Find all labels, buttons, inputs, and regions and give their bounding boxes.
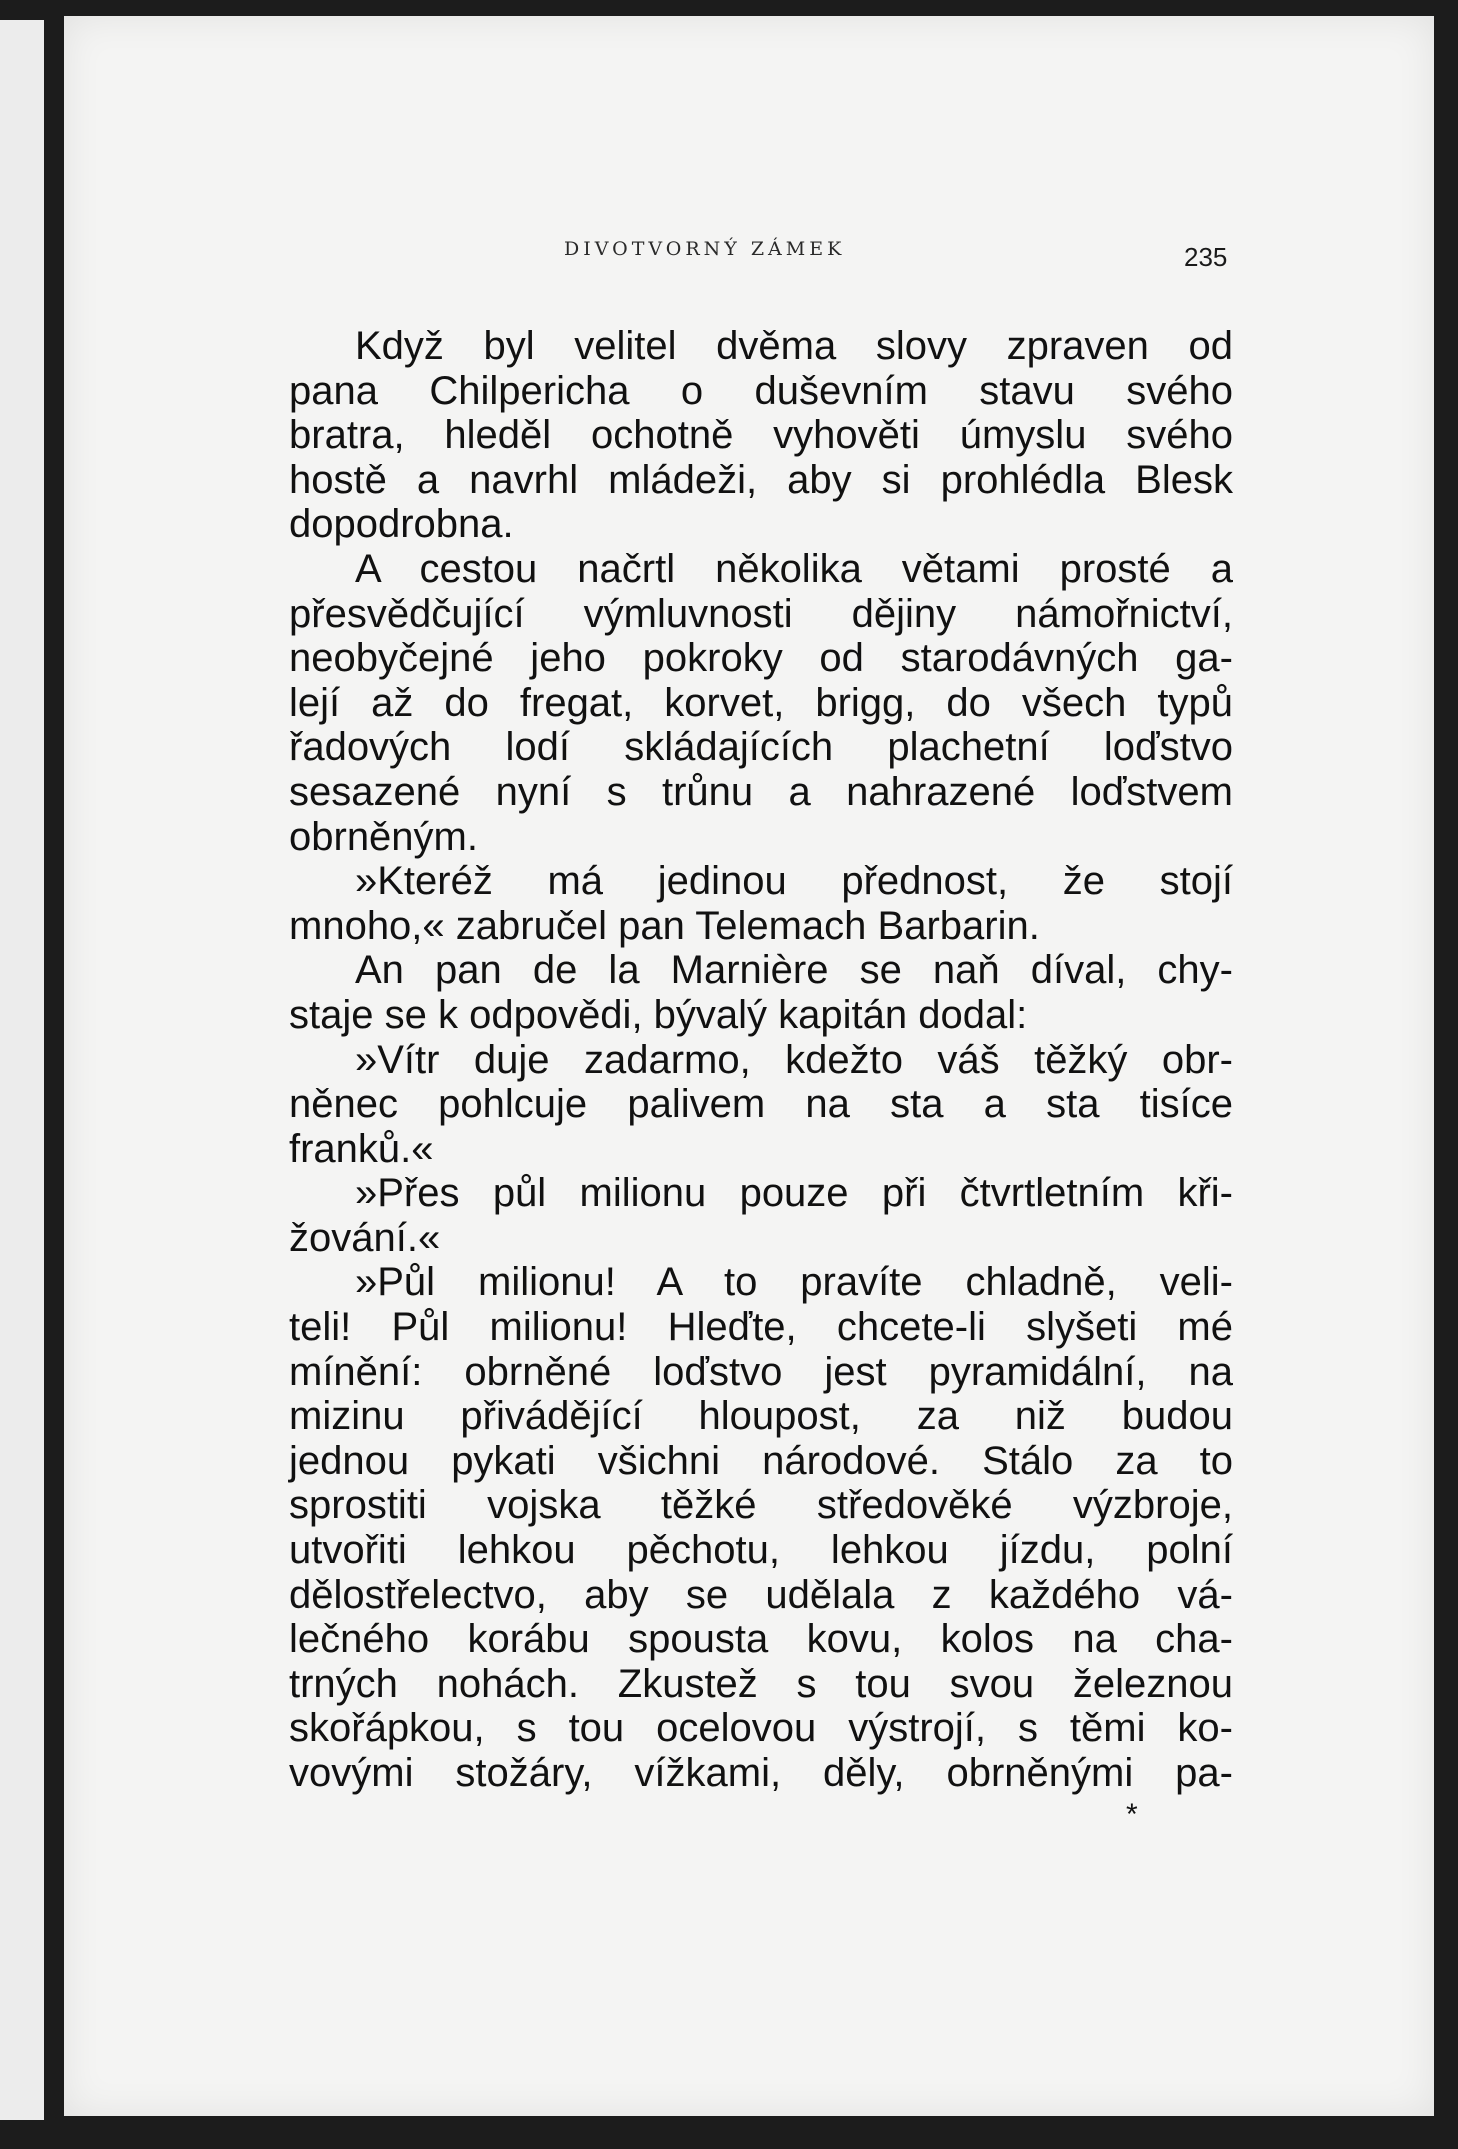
text-line: dělostřelectvo, aby se udělala z každého vá- — [289, 1572, 1233, 1617]
text-line: řadových lodí skládajících plachetní loďstvo — [289, 725, 1233, 770]
signature-mark: * — [1126, 1798, 1138, 1831]
body-text — [289, 324, 1233, 1796]
text-line: vovými stožáry, vížkami, děly, obrněnými pa- — [289, 1751, 1233, 1795]
text-line: skořápkou, s tou ocelovou výstrojí, s těmi ko- — [289, 1706, 1233, 1751]
text-line: sesazené nyní s trůnu a nahrazené loďstvem — [289, 769, 1233, 814]
text-line: neobyčejné jeho pokroky od starodávných ga- — [289, 636, 1233, 681]
text-line: lečného korábu spousta kovu, kolos na cha- — [289, 1617, 1233, 1662]
text-line: teli! Půl milionu! Hleďte, chcete-li slyšeti mé — [289, 1305, 1233, 1350]
text-line: An pan de la Marnière se naň díval, chy- — [355, 948, 1233, 993]
text-line: mnoho,« zabručel pan Telemach Barbarin. — [289, 903, 1040, 948]
page-number: 235 — [1184, 242, 1228, 272]
text-line: žování.« — [289, 1215, 441, 1260]
text-line: mínění: obrněné loďstvo jest pyramidální, na — [289, 1349, 1233, 1394]
text-line: mizinu přivádějící hloupost, za niž budou — [289, 1394, 1233, 1439]
text-line: přesvědčující výmluvnosti dějiny námořnictví, — [289, 591, 1233, 636]
text-line: trných nohách. Zkustež s tou svou železnou — [289, 1661, 1233, 1706]
text-line: franků.« — [289, 1126, 434, 1171]
text-line: něnec pohlcuje palivem na sta a sta tisíce — [289, 1082, 1233, 1127]
text-line: Když byl velitel dvěma slovy zpraven od — [355, 324, 1233, 368]
text-line: »Přes půl milionu pouze při čtvrtletním kři- — [355, 1171, 1233, 1216]
text-line: hostě a navrhl mládeži, aby si prohlédla Blesk — [289, 457, 1233, 502]
text-line: staje se k odpovědi, bývalý kapitán dodal: — [289, 992, 1028, 1037]
running-title: DIVOTVORNÝ ZÁMEK — [564, 238, 846, 260]
text-line: jednou pykati všichni národové. Stálo za to — [289, 1438, 1233, 1483]
text-line: »Kteréž má jedinou přednost, že stojí — [355, 859, 1233, 904]
text-line: dopodrobna. — [289, 502, 514, 547]
text-line: pana Chilpericha o duševním stavu svého — [289, 368, 1233, 413]
book-page — [64, 16, 1434, 2116]
text-line: obrněným. — [289, 814, 478, 859]
text-line: A cestou načrtl několika větami prosté a — [355, 546, 1233, 591]
text-line: sprostiti vojska těžké středověké výzbroje, — [289, 1483, 1233, 1528]
text-line: »Půl milionu! A to pravíte chladně, veli- — [355, 1260, 1233, 1305]
text-line: bratra, hleděl ochotně vyhověti úmyslu svého — [289, 413, 1233, 458]
text-line: utvořiti lehkou pěchotu, lehkou jízdu, polní — [289, 1528, 1233, 1573]
previous-page-edge — [0, 20, 44, 2120]
text-line: »Vítr duje zadarmo, kdežto váš těžký obr- — [355, 1037, 1233, 1082]
text-line: lejí až do fregat, korvet, brigg, do všech typů — [289, 680, 1233, 725]
